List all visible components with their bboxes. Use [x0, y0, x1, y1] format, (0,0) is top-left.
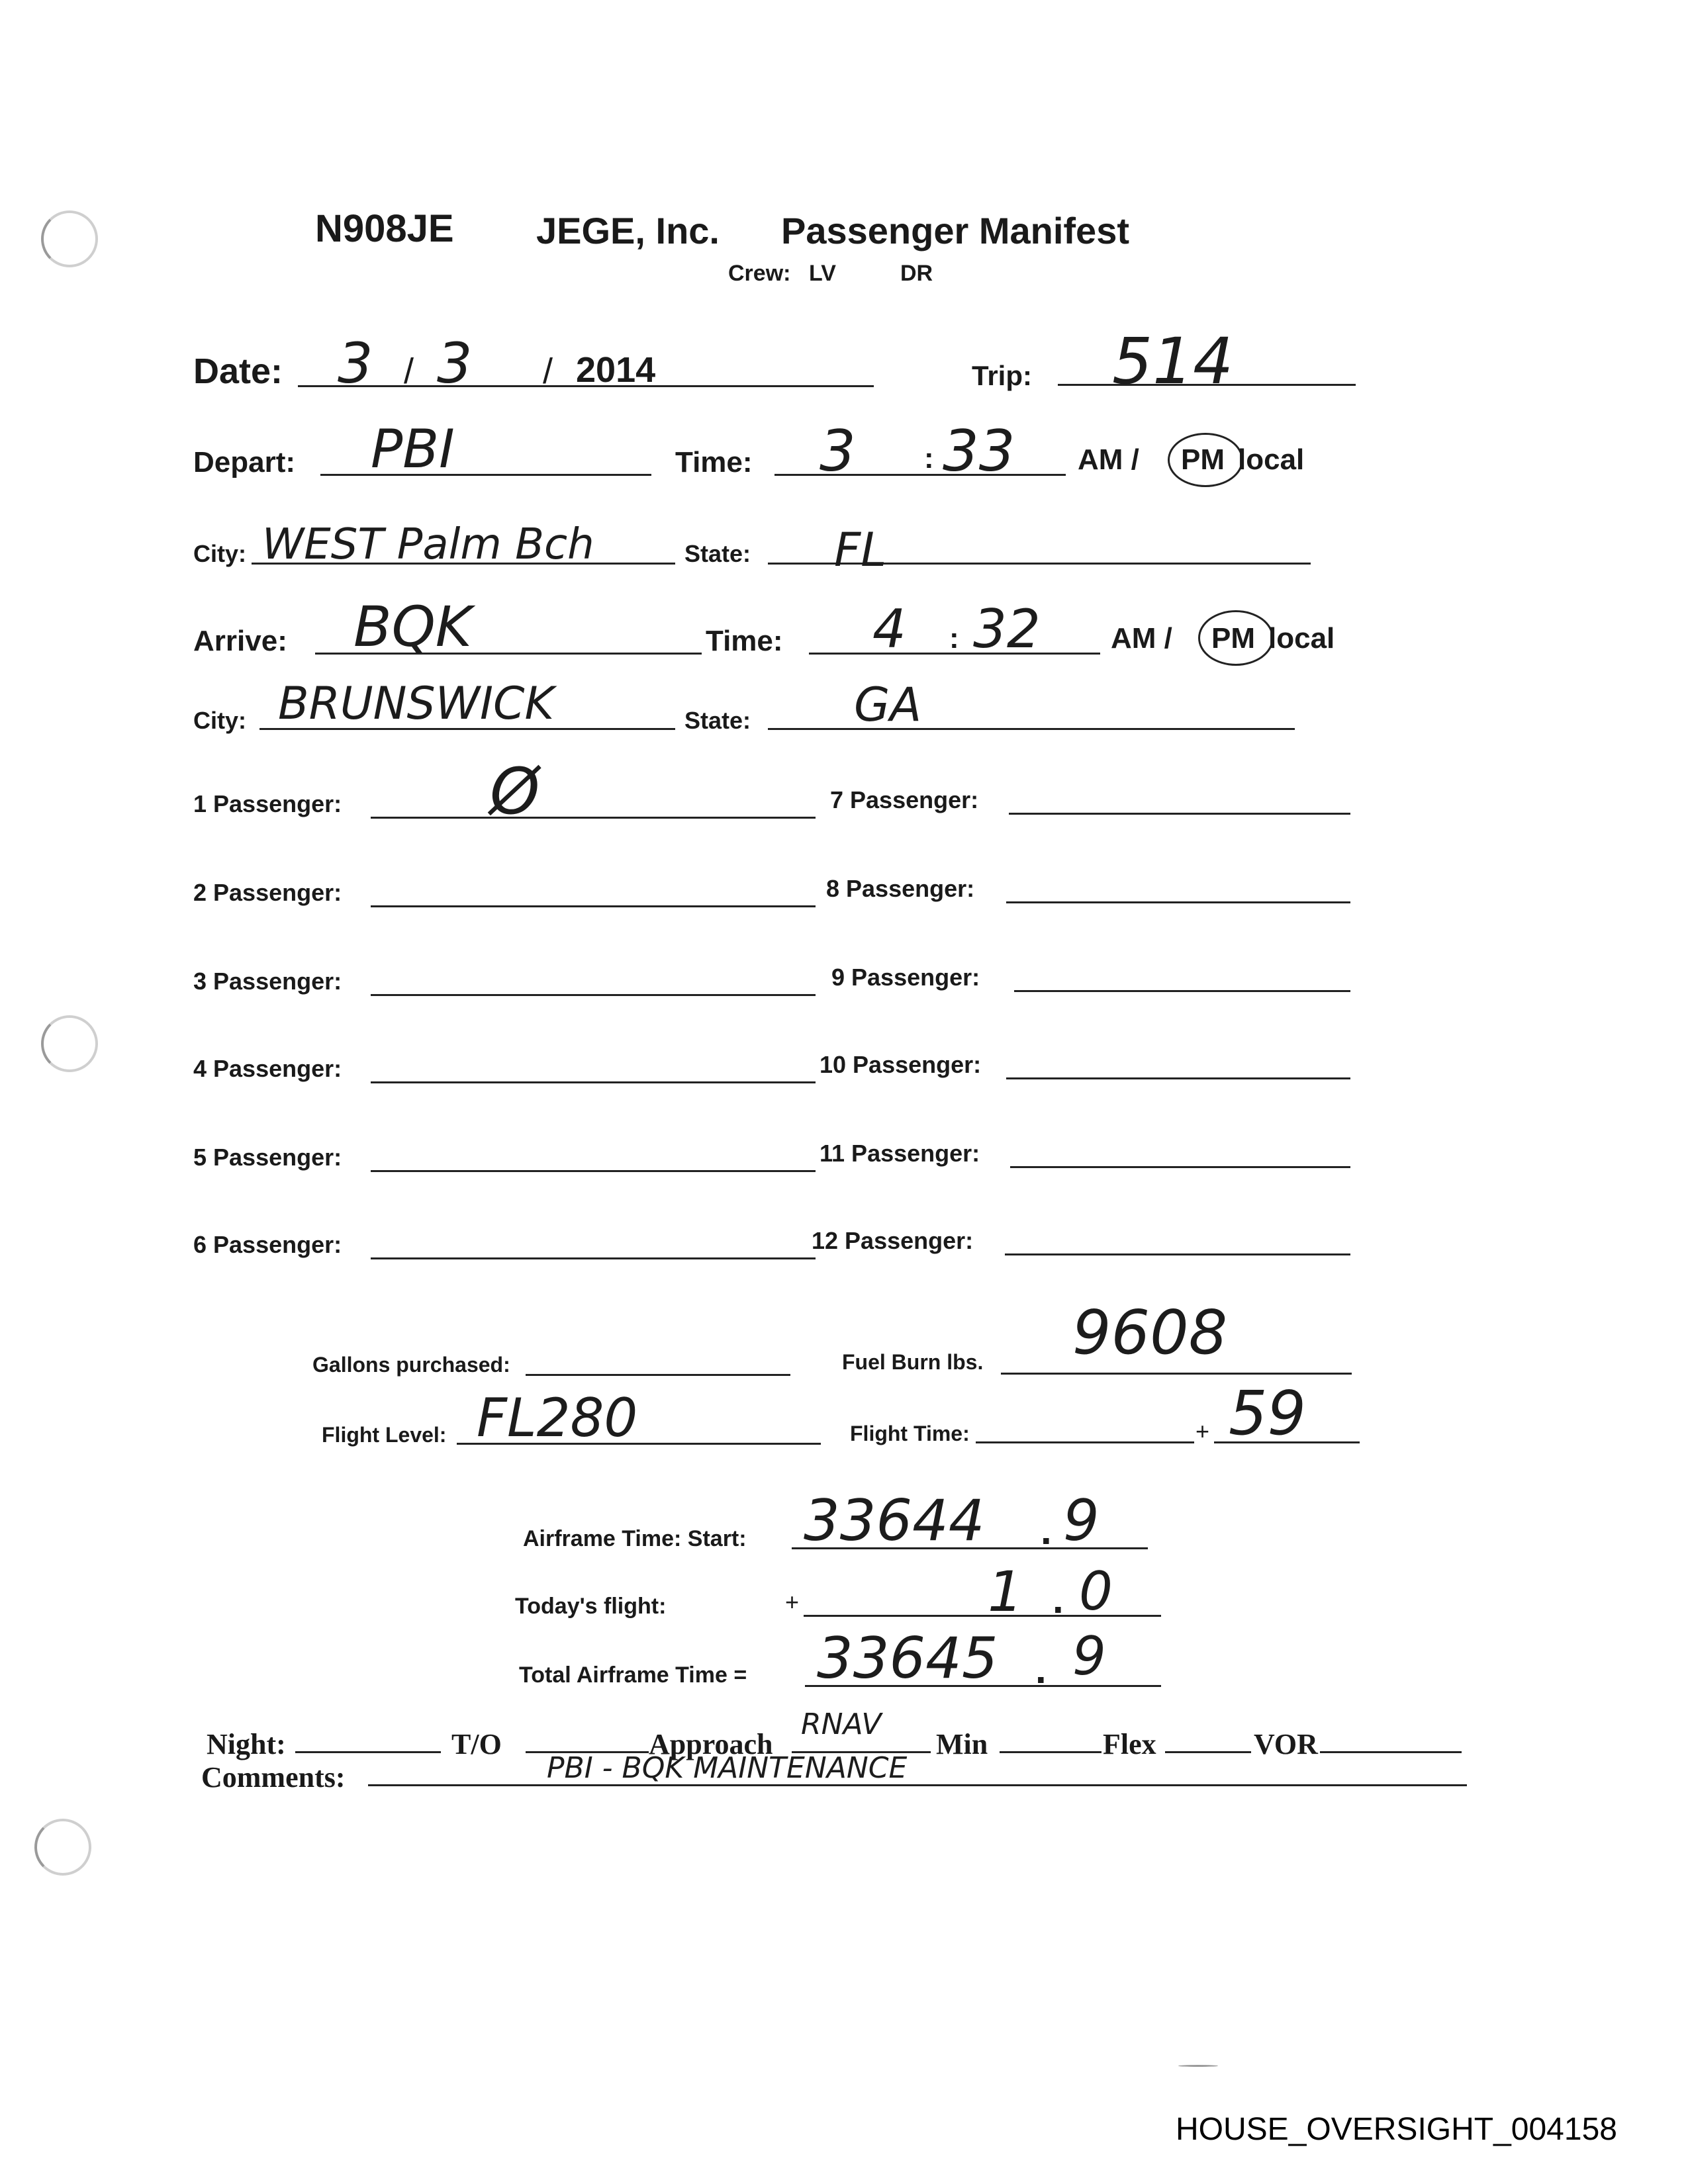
fuel-burn-label: Fuel Burn lbs.: [842, 1350, 984, 1374]
arrive-hour: 4: [872, 598, 906, 660]
date-sep-1: /: [404, 351, 414, 391]
approach-value: RNAV: [801, 1707, 882, 1741]
comments-value: PBI - BQK MAINTENANCE: [547, 1751, 908, 1785]
passenger-label: 7 Passenger:: [830, 786, 979, 813]
passenger-label: 6 Passenger:: [193, 1231, 342, 1258]
company-name: JEGE, Inc.: [536, 210, 720, 251]
today-flight-dot: .: [1053, 1577, 1064, 1621]
vor-label: VOR: [1254, 1728, 1318, 1760]
crew-label: Crew:: [728, 261, 791, 286]
date-year: 2014: [576, 350, 656, 390]
passenger-label: 5 Passenger:: [193, 1144, 342, 1171]
arrive-city-label: City:: [193, 707, 246, 734]
airframe-start-dot: .: [1041, 1508, 1052, 1553]
arrive-am: AM /: [1111, 622, 1172, 655]
depart-time-line: [774, 474, 1066, 476]
passenger-line: [371, 994, 816, 996]
flight-time-label: Flight Time:: [850, 1422, 970, 1445]
vor-line: [1320, 1751, 1462, 1753]
fuel-burn-value: 9608: [1072, 1297, 1228, 1368]
crew-1: LV: [809, 261, 836, 286]
binder-hole-top: [41, 210, 98, 267]
total-airframe-whole: 33645: [817, 1625, 998, 1692]
depart-minute: 33: [943, 418, 1015, 484]
flight-level-value: FL280: [477, 1387, 638, 1449]
arrive-time-label: Time:: [706, 625, 783, 657]
passenger-label: 9 Passenger:: [831, 964, 980, 991]
night-label: Night:: [207, 1728, 286, 1760]
depart-local: local: [1238, 443, 1305, 476]
passenger-line: [1010, 1166, 1350, 1168]
comments-label: Comments:: [201, 1761, 346, 1794]
passenger-line: [1009, 813, 1350, 815]
depart-pm: PM: [1181, 443, 1225, 476]
trip-value: 514: [1112, 324, 1234, 398]
total-airframe-dot: .: [1035, 1647, 1047, 1692]
arrive-local: local: [1268, 622, 1335, 655]
passenger-line: [1005, 1253, 1350, 1255]
airframe-start-label: Airframe Time: Start:: [523, 1526, 747, 1551]
comments-line: [368, 1784, 1467, 1786]
passenger-line: [371, 1257, 816, 1259]
arrive-label: Arrive:: [193, 625, 287, 657]
passenger-line: [371, 1081, 816, 1083]
tail-number: N908JE: [315, 207, 454, 250]
depart-colon: :: [924, 442, 934, 475]
depart-am: AM /: [1078, 443, 1139, 476]
arrive-pm: PM: [1211, 622, 1255, 655]
depart-state-value: FL: [834, 523, 887, 577]
flex-line: [1165, 1751, 1251, 1753]
passenger-label: 10 Passenger:: [820, 1051, 982, 1078]
today-flight-label: Today's flight:: [515, 1594, 667, 1619]
depart-city-value: WEST Palm Bch: [262, 520, 594, 569]
today-flight-dec: 0: [1079, 1561, 1113, 1622]
date-day: 3: [437, 331, 473, 396]
form-title: Passenger Manifest: [781, 210, 1129, 251]
arrive-state-label: State:: [684, 707, 751, 734]
depart-hour: 3: [820, 418, 856, 484]
gallons-line: [526, 1374, 790, 1376]
date-sep-2: /: [543, 351, 553, 391]
flight-level-label: Flight Level:: [322, 1423, 447, 1447]
to-label: T/O: [451, 1728, 502, 1760]
flight-time-value: 59: [1229, 1378, 1307, 1449]
passenger-label: 11 Passenger:: [820, 1140, 980, 1167]
passenger-label: 8 Passenger:: [826, 875, 975, 902]
passenger-line: [371, 905, 816, 907]
night-line: [295, 1751, 441, 1753]
depart-line: [320, 474, 651, 476]
total-airframe-label: Total Airframe Time =: [519, 1662, 747, 1688]
binder-hole-middle: [41, 1015, 98, 1072]
today-flight-plus: +: [785, 1588, 800, 1615]
flex-label: Flex: [1103, 1728, 1156, 1760]
arrive-pm-circle: [1198, 610, 1274, 666]
passenger-line: [1006, 1077, 1350, 1079]
depart-value: PBI: [371, 418, 455, 480]
date-label: Date:: [193, 351, 283, 391]
passenger-line: [371, 817, 816, 819]
passenger-line: [371, 1170, 816, 1172]
arrive-city-value: BRUNSWICK: [278, 678, 555, 730]
passenger-label: 12 Passenger:: [812, 1227, 974, 1254]
passenger-label: 3 Passenger:: [193, 968, 342, 995]
depart-label: Depart:: [193, 446, 296, 478]
trip-label: Trip:: [972, 360, 1032, 391]
arrive-value: BQK: [353, 594, 472, 659]
date-month: 3: [338, 331, 373, 396]
depart-city-label: City:: [193, 540, 246, 567]
passenger-value: Ø: [490, 754, 540, 829]
arrive-state-line: [768, 728, 1295, 730]
arrive-state-value: GA: [854, 678, 922, 732]
min-label: Min: [936, 1728, 988, 1760]
flight-time-line: [976, 1441, 1194, 1443]
airframe-start-whole: 33644: [804, 1488, 985, 1554]
depart-pm-circle: [1168, 433, 1243, 487]
arrive-minute: 32: [973, 598, 1041, 660]
passenger-label: 2 Passenger:: [193, 879, 342, 906]
passenger-line: [1006, 901, 1350, 903]
today-flight-whole: 1: [988, 1559, 1023, 1624]
crew-2: DR: [900, 261, 933, 286]
depart-state-label: State:: [684, 540, 751, 567]
depart-time-label: Time:: [675, 446, 753, 478]
passenger-line: [1014, 990, 1350, 992]
gallons-label: Gallons purchased:: [312, 1353, 510, 1377]
binder-hole-bottom: [34, 1819, 91, 1876]
airframe-start-dec: 9: [1063, 1488, 1100, 1554]
arrive-colon: :: [949, 622, 959, 655]
total-airframe-dec: 9: [1072, 1625, 1106, 1687]
min-line: [1000, 1751, 1102, 1753]
approach-label: Approach: [649, 1728, 773, 1760]
passenger-label: 1 Passenger:: [193, 790, 342, 817]
bates-number: HOUSE_OVERSIGHT_004158: [1176, 2112, 1617, 2147]
flight-time-plus: +: [1196, 1418, 1210, 1445]
scan-smudge-mark: [1178, 2065, 1218, 2067]
passenger-label: 4 Passenger:: [193, 1055, 342, 1082]
fuel-burn-line: [1001, 1373, 1352, 1375]
